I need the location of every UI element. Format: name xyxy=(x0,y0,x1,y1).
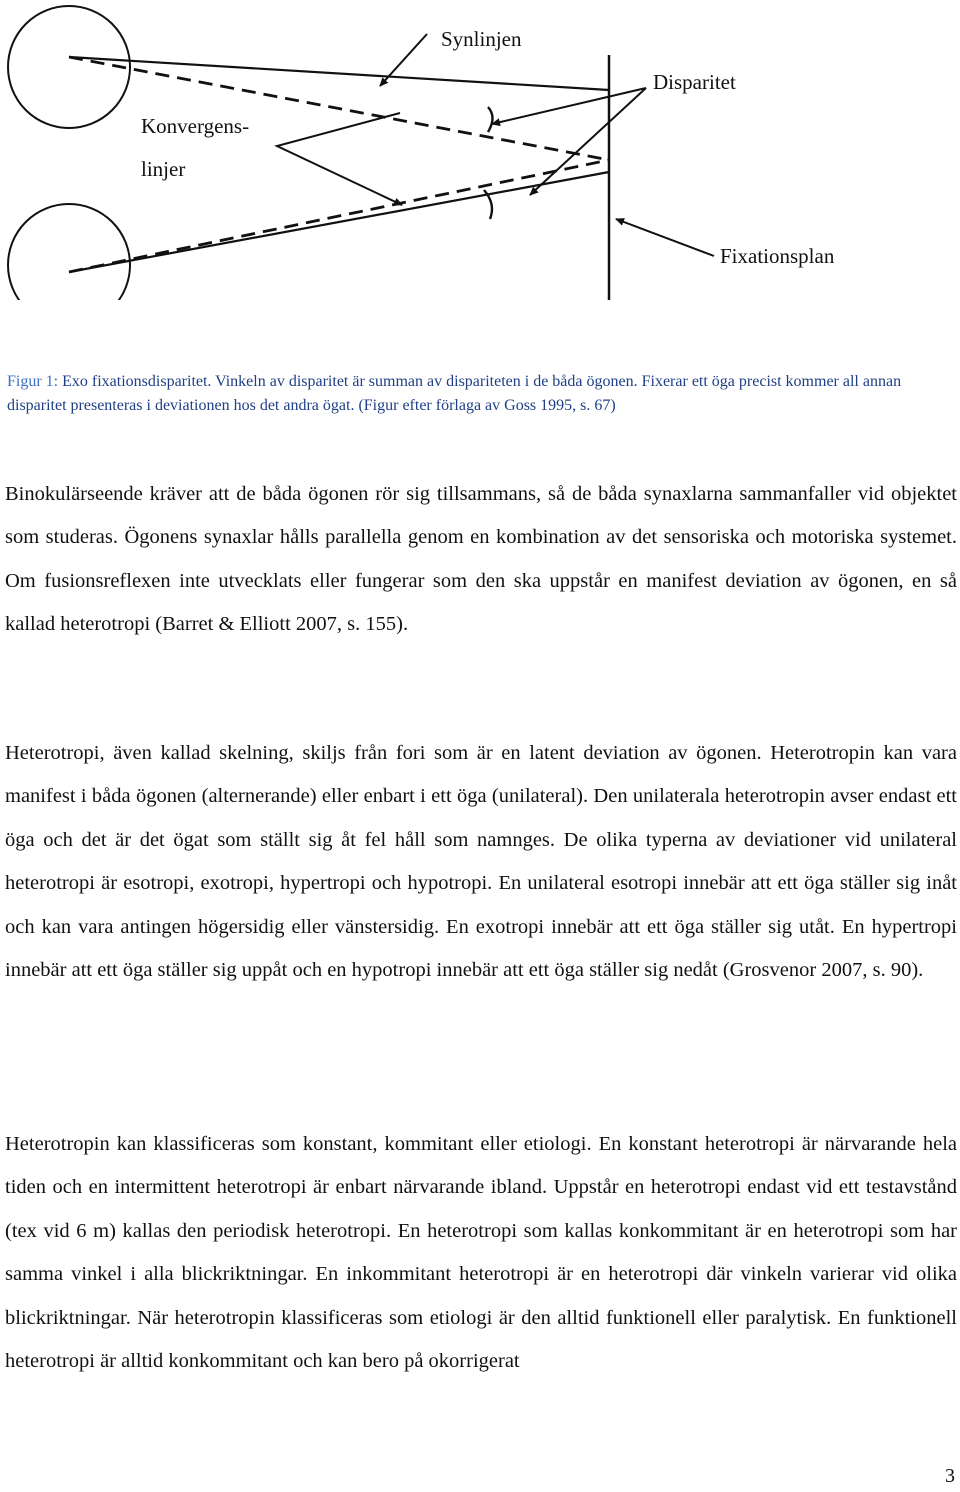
fixation-disparity-figure xyxy=(0,0,960,300)
figure-caption xyxy=(7,370,957,418)
lower-sight-line xyxy=(69,172,609,272)
caption-text: Exo fixationsdisparitet. Vinkeln av disparitet är summan av dispariteten i de båda ögonen. Fixerar ett öga precist kommer all annan disparitet presenteras i deviationen hos det andra ögat. (Figur efter förlaga av Goss 1995, s. 67) xyxy=(7,373,902,414)
caption-prefix: Figur 1: xyxy=(7,373,59,390)
paragraph-heterotropi-classification: Heterotropin kan klassificeras som konstant, kommitant eller etiologi. En konstant heterotropi är närvarande hela tiden och en intermittent heterotropi är enbart närvarande ibland. Uppstår en heterotropi endast vid ett testavstånd (tex vid 6 m) kallas den periodisk heterotropi. En heterotropi som kallas konkommitant är en heterotropi som har samma vinkel i alla blickriktningar. En inkommitant heterotropi är en heterotropi där vinkeln varierar vid olika blickriktningar. När heterotropin klassificeras som etiologi är den alltid funktionell eller paralytisk. En funktionell heterotropi är alltid konkommitant och kan bero på okorrigerat xyxy=(5,1133,957,1373)
upper-disparity-arc xyxy=(488,107,493,132)
label-konvergens-line1: Konvergens- xyxy=(141,114,250,138)
upper-sight-line xyxy=(69,57,609,90)
fixationsplan-arrow xyxy=(616,219,714,256)
upper-eye-circle xyxy=(8,6,130,128)
label-disparitet: Disparitet xyxy=(653,70,736,94)
paragraph-heterotropi-types: Heterotropi, även kallad skelning, skiljs från fori som är en latent deviation av ögonen. Heterotropin kan vara manifest i båda ögonen (alternerande) eller enbart i ett öga (unilateral). Den unilaterala heterotropin avser endast ett öga och det är det ögat som ställt sig åt fel håll som namnges. De olika typerna av deviationer vid unilateral heterotropi är esotropi, exotropi, hypertropi och hypotropi. En unilateral esotropi innebär att ett öga ställer sig inåt och kan vara antingen högersidig eller vänstersidig. En exotropi innebär att ett öga ställer sig utåt. En hypertropi innebär att ett öga ställer sig uppåt och en hypotropi innebär att ett öga ställer sig nedåt (Grosvenor 2007, s. 90). xyxy=(5,742,957,982)
page-number: 3 xyxy=(945,1465,955,1487)
label-fixationsplan: Fixationsplan xyxy=(720,244,835,268)
label-synlinjen: Synlinjen xyxy=(441,27,522,51)
label-konvergens-line2: linjer xyxy=(141,157,186,181)
disparitet-arrow-lower xyxy=(530,88,646,195)
konvergens-arrow xyxy=(277,113,402,205)
paragraph-binocular: Binokulärseende kräver att de båda ögonen rör sig tillsammans, så de båda synaxlarna sammanfaller vid objektet som studeras. Ögonens synaxlar hålls parallella genom en kombination av det sensoriska och motoriska systemet. Om fusionsreflexen inte utvecklats eller fungerar som den ska uppstår en manifest deviation av ögonen, en så kallad heterotropi (Barret & Elliott 2007, s. 155). xyxy=(5,483,957,636)
lower-eye-circle xyxy=(8,204,130,300)
disparitet-arrow-upper xyxy=(492,88,646,124)
